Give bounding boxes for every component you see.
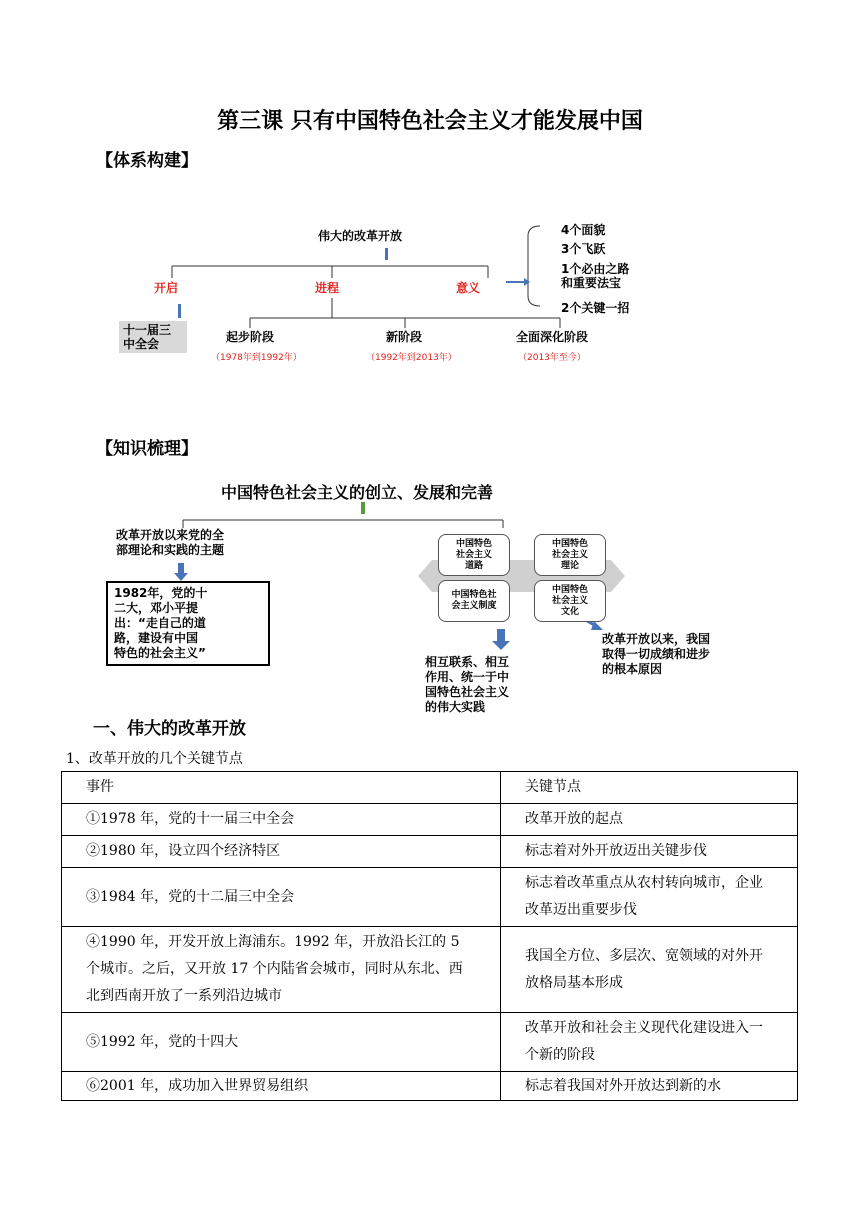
diagram2-bottom: 相互联系、相互 作用、统一于中 国特色社会主义 的伟大实践 <box>425 655 510 714</box>
table-header-event: 事件 <box>62 772 501 804</box>
table-row <box>62 836 798 868</box>
quad-road: 中国特色 社会主义 道路 <box>438 534 510 576</box>
meaning-2: 3个飞跃 <box>561 242 606 256</box>
quad-theory: 中国特色 社会主义 理论 <box>534 534 606 576</box>
stage-deepening: 全面深化阶段 <box>516 330 589 344</box>
branch-start: 开启 <box>154 281 179 295</box>
section-knowledge: 【知识梳理】 <box>96 439 198 459</box>
table-row <box>62 927 798 1013</box>
quad-system: 中国特色社 会主义制度 <box>438 580 510 622</box>
table-cell-event: ③1984 年，党的十二届三中全会 <box>62 868 501 927</box>
table-row <box>62 868 798 927</box>
stage-initial: 起步阶段 <box>226 330 275 344</box>
branch-significance: 意义 <box>456 281 481 295</box>
table-cell-event: ⑥2001 年，成功加入世界贸易组织 <box>62 1072 501 1101</box>
stage-new-period: （1992年到2013年） <box>366 353 457 363</box>
table-cell-event: ④1990 年，开发开放上海浦东。1992 年，开放沿长江的 5 个城市。之后，又开放 17 个内陆省会城市，同时从东北、西北到西南开放了一系列沿边城市 <box>62 927 501 1013</box>
table-cell-node: 标志着对外开放迈出关键步伐 <box>501 836 798 868</box>
table-row <box>62 1013 798 1072</box>
meaning-3: 1个必由之路 和重要法宝 <box>561 262 630 290</box>
diagram2-theme: 改革开放以来党的全 部理论和实践的主题 <box>116 528 225 557</box>
meaning-4: 2个关键一招 <box>561 301 630 315</box>
stage-new: 新阶段 <box>386 330 423 344</box>
start-box: 十一届三 中全会 <box>119 321 187 353</box>
quad-culture: 中国特色 社会主义 文化 <box>534 580 606 622</box>
table-cell-node: 标志着我国对外开放达到新的水 <box>501 1072 798 1101</box>
meaning-1: 4个面貌 <box>561 223 606 237</box>
section-system-construction: 【体系构建】 <box>96 151 198 171</box>
branch-process: 进程 <box>315 281 340 295</box>
key-nodes-table <box>61 771 798 1101</box>
stage-initial-period: （1978年到1992年） <box>211 353 302 363</box>
subheading-key-nodes: 1、改革开放的几个关键节点 <box>66 751 243 767</box>
page-title: 第三课 只有中国特色社会主义才能发展中国 <box>217 109 643 134</box>
table-cell-event: ②1980 年，设立四个经济特区 <box>62 836 501 868</box>
heading-reform: 一、伟大的改革开放 <box>93 719 246 739</box>
diagram2-root: 中国特色社会主义的创立、发展和完善 <box>221 483 494 502</box>
stage-deepening-period: （2013年至今） <box>518 353 586 363</box>
table-cell-event: ①1978 年，党的十一届三中全会 <box>62 804 501 836</box>
table-cell-node: 标志着改革重点从农村转向城市，企业改革迈出重要步伐 <box>501 868 798 927</box>
table-cell-node: 我国全方位、多层次、宽领域的对外开放格局基本形成 <box>501 927 798 1013</box>
table-row <box>62 804 798 836</box>
table-row <box>62 1072 798 1101</box>
diagram1-root: 伟大的改革开放 <box>318 229 403 243</box>
diagram2-right: 改革开放以来，我国 取得一切成绩和进步 的根本原因 <box>602 632 711 676</box>
diagram2-1982-box: 1982年，党的十 二大，邓小平提 出：“走自己的道 路，建设有中国 特色的社会主义” <box>106 581 270 666</box>
table-header-row <box>62 772 798 804</box>
table-cell-event: ⑤1992 年，党的十四大 <box>62 1013 501 1072</box>
table-cell-node: 改革开放的起点 <box>501 804 798 836</box>
table-cell-node: 改革开放和社会主义现代化建设进入一个新的阶段 <box>501 1013 798 1072</box>
table-header-node: 关键节点 <box>501 772 798 804</box>
